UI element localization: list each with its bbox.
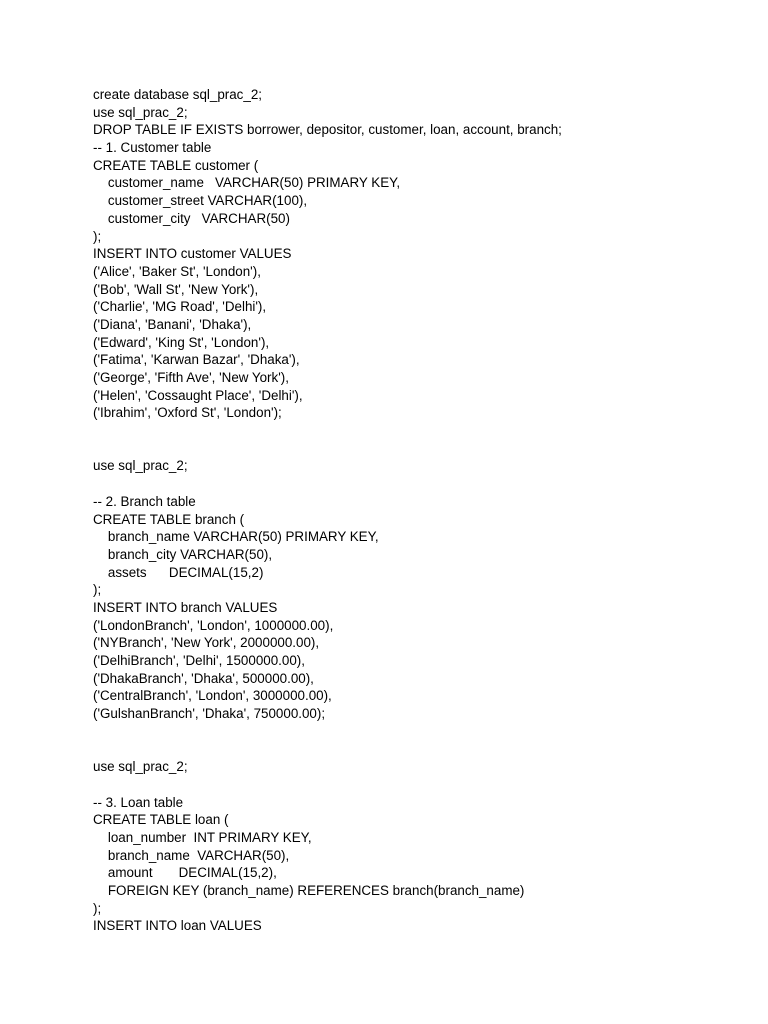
code-line: branch_city VARCHAR(50), <box>93 546 273 562</box>
code-line: ); <box>93 228 102 244</box>
code-comment: -- 1. Customer table <box>93 140 212 156</box>
code-line: ('Alice', 'Baker St', 'London'), <box>93 263 261 279</box>
code-line: INSERT INTO loan VALUES <box>93 918 262 934</box>
code-line: ('Diana', 'Banani', 'Dhaka'), <box>93 316 252 332</box>
code-line: ('GulshanBranch', 'Dhaka', 750000.00); <box>93 706 326 722</box>
code-line: ('Bob', 'Wall St', 'New York'), <box>93 281 259 297</box>
code-line: use sql_prac_2; <box>93 759 188 775</box>
code-line: ('CentralBranch', 'London', 3000000.00), <box>93 688 332 704</box>
blank-line <box>93 740 562 758</box>
code-line: CREATE TABLE customer ( <box>93 157 259 173</box>
code-line: use sql_prac_2; <box>93 458 188 474</box>
code-line: branch_name VARCHAR(50) PRIMARY KEY, <box>93 529 379 545</box>
code-line: DROP TABLE IF EXISTS borrower, depositor, customer, loan, account, branch; <box>93 122 562 138</box>
code-line: ('Edward', 'King St', 'London'), <box>93 334 270 350</box>
code-line: ); <box>93 582 102 598</box>
blank-line <box>93 776 562 794</box>
sql-code-block <box>93 86 562 935</box>
code-line: INSERT INTO customer VALUES <box>93 246 292 262</box>
code-line: CREATE TABLE branch ( <box>93 511 245 527</box>
code-comment: -- 3. Loan table <box>93 794 184 810</box>
code-line: use sql_prac_2; <box>93 104 188 120</box>
code-line: loan_number INT PRIMARY KEY, <box>93 829 312 845</box>
code-line: ); <box>93 900 102 916</box>
code-line: customer_city VARCHAR(50) <box>93 210 290 226</box>
code-comment: -- 2. Branch table <box>93 493 196 509</box>
code-line: ('George', 'Fifth Ave', 'New York'), <box>93 370 289 385</box>
code-line: ('DhakaBranch', 'Dhaka', 500000.00), <box>93 670 314 686</box>
code-line: customer_name VARCHAR(50) PRIMARY KEY, <box>93 175 401 191</box>
blank-line <box>93 440 562 458</box>
code-line: CREATE TABLE loan ( <box>93 812 229 828</box>
code-line: assets DECIMAL(15,2) <box>93 564 264 580</box>
code-line: amount DECIMAL(15,2), <box>93 865 277 881</box>
blank-line <box>93 723 562 741</box>
code-line: ('NYBranch', 'New York', 2000000.00), <box>93 635 320 651</box>
code-line: ('LondonBranch', 'London', 1000000.00), <box>93 617 334 633</box>
blank-line <box>93 422 562 440</box>
code-line: ('Helen', 'Cossaught Place', 'Delhi'), <box>93 387 303 403</box>
code-line: ('DelhiBranch', 'Delhi', 1500000.00), <box>93 653 305 668</box>
code-line: customer_street VARCHAR(100), <box>93 193 308 209</box>
blank-line <box>93 475 562 493</box>
code-line: ('Fatima', 'Karwan Bazar', 'Dhaka'), <box>93 352 300 368</box>
code-line: create database sql_prac_2; <box>93 87 262 102</box>
code-line: branch_name VARCHAR(50), <box>93 847 290 863</box>
code-line: ('Ibrahim', 'Oxford St', 'London'); <box>93 405 282 421</box>
code-line: INSERT INTO branch VALUES <box>93 599 278 615</box>
code-line: ('Charlie', 'MG Road', 'Delhi'), <box>93 299 267 315</box>
code-line: FOREIGN KEY (branch_name) REFERENCES branch(branch_name) <box>93 882 525 898</box>
